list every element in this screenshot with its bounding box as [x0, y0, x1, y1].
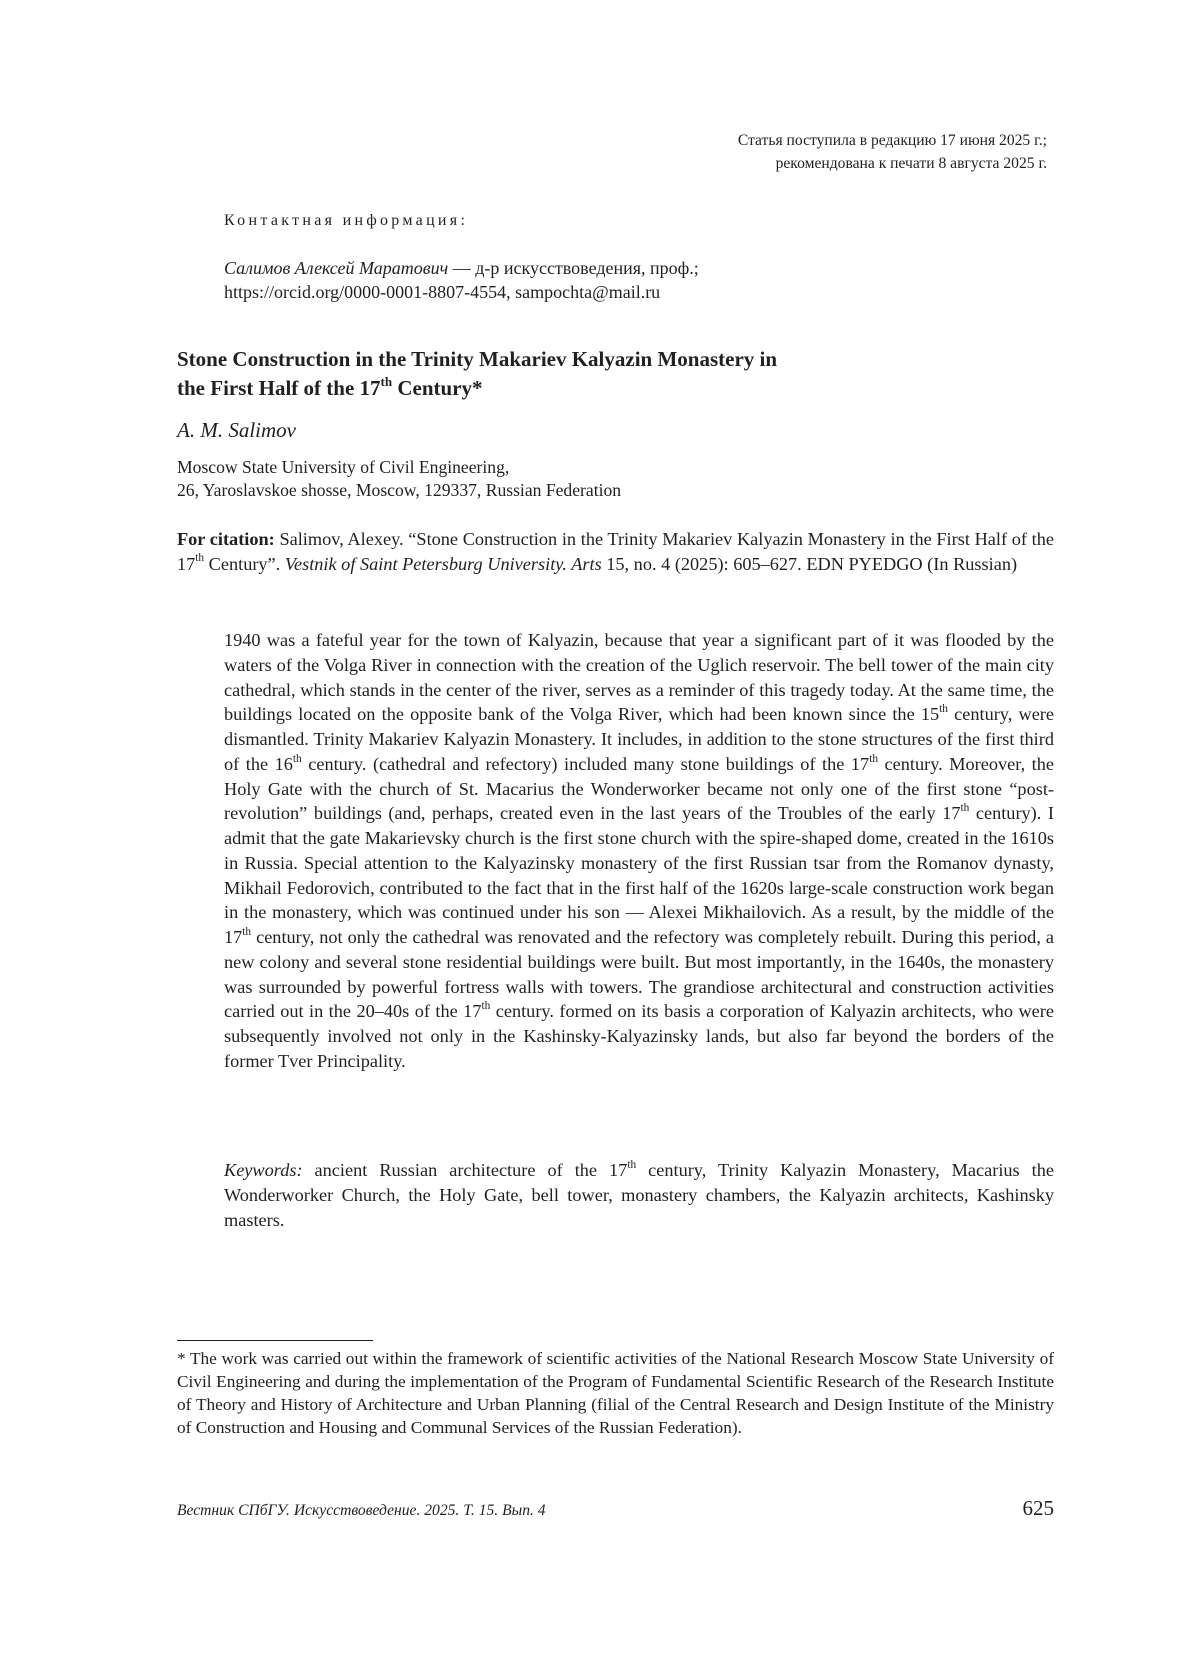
keywords-text: century, Trinity Kalyazin Monastery, Macarius the Wonderworker Church, the Holy Gate, bell tower, monastery chambers, the Kalyazin architects, Kashinsky masters. — [224, 1160, 1054, 1230]
affiliation-institution: Moscow State University of Civil Engineering, — [177, 457, 510, 477]
abstract-text: century, not only the cathedral was renovated and the refectory was completely rebuilt. During this period, a new colony and several stone residential buildings were built. But most importantly, in the 1640s, the monastery was surrounded by powerful fortress walls with towers. The grandiose architectural and construction activities carried out in the 20–40s of the 17 — [224, 927, 1054, 1022]
title-line-1: Stone Construction in the Trinity Makariev Kalyazin Monastery in — [177, 347, 778, 371]
abstract-text: 1940 was a fateful year for the town of Kalyazin, because that year a significant part of it was flooded by the waters of the Volga River in connection with the creation of the Uglich reservoir. The bell tower of the main city cathedral, which stands in the center of the river, serves as a reminder of this tragedy today. At the same time, the buildings located on the opposite bank of the Volga River, which had been known since the 15 — [224, 630, 1054, 725]
keywords-label: Keywords: — [224, 1160, 303, 1180]
abstract-sup: th — [242, 925, 252, 938]
footnote: * The work was carried out within the framework of scientific activities of the National Research Moscow State University of Civil Engineering and during the implementation of the Program of Fundamental Scientific Research of the Research Institute of Theory and History of Architecture and Urban Planning (filial of the Central Research and Design Institute of the Ministry of Construction and Housing and Communal Services of the Russian Federation). — [177, 1349, 1054, 1437]
citation-text: Salimov, Alexey. “Stone Construction in the Trinity Makariev Kalyazin Monastery in the First Half of the 17 — [177, 529, 1054, 574]
contact-info — [224, 256, 864, 304]
accepted-date: рекомендована к печати 8 августа 2025 г. — [775, 155, 1047, 172]
contact-line — [224, 256, 864, 280]
abstract-sup: th — [292, 752, 302, 765]
abstract-sup: th — [939, 703, 948, 716]
keywords-text: ancient Russian architecture of the 17 — [302, 1160, 628, 1180]
abstract-text: century. formed on its basis a corporation of Kalyazin architects, who were subsequently involved not only in the Kashinsky-Kalyazinsky lands, but also far beyond the borders of the former Tver Principality. — [224, 1001, 1054, 1071]
footnote-divider — [177, 1340, 373, 1341]
citation-text: Century”. — [204, 553, 285, 574]
title-sup: th — [380, 373, 393, 389]
author-degree: — д-р искусствоведения, проф.; — [448, 258, 699, 278]
affiliation-address: 26, Yaroslavskoe shosse, Moscow, 129337, Russian Federation — [177, 480, 622, 500]
author-name-ru: Салимов Алексей Маратович — [224, 258, 449, 278]
abstract-sup: th — [960, 802, 970, 815]
title-text: the First Half of the 17 — [177, 376, 381, 400]
citation — [177, 527, 1054, 576]
running-footer: Вестник СПбГУ. Искусствоведение. 2025. Т. 15. Вып. 4 — [177, 1502, 546, 1519]
article-title — [177, 345, 897, 403]
author-name: A. M. Salimov — [177, 418, 296, 442]
received-date: Статья поступила в редакцию 17 июня 2025 г.; — [737, 132, 1047, 149]
abstract-sup: th — [481, 1000, 491, 1013]
title-text: Century* — [392, 376, 483, 400]
citation-journal: Vestnik of Saint Petersburg University. Arts — [284, 553, 602, 574]
citation-label: For citation: — [177, 529, 275, 549]
citation-text: 15, no. 4 (2025): 605–627. EDN PYEDGO (In Russian) — [601, 553, 1018, 574]
orcid-email: https://orcid.org/0000-0001-8807-4554, sampochta@mail.ru — [224, 282, 661, 302]
abstract — [224, 628, 1054, 1074]
abstract-text: century. (cathedral and refectory) included many stone buildings of the 17 — [301, 753, 870, 774]
abstract-text: century. Moreover, the Holy Gate with the church of St. Macarius the Wonderworker became not only one of the first stone “post-revolution” buildings (and, perhaps, created even in the last years of the Troubles of the early 17 — [224, 753, 1055, 824]
keywords — [224, 1158, 1054, 1232]
page-number: 625 — [1022, 1496, 1054, 1520]
abstract-text: century, were dismantled. Trinity Makariev Kalyazin Monastery. It includes, in addition to the stone structures of the first third of the 16 — [224, 704, 1055, 774]
citation-sup: th — [195, 552, 205, 565]
title-line-2 — [177, 374, 897, 403]
submission-dates — [527, 129, 1047, 175]
abstract-sup: th — [869, 752, 878, 765]
keywords-sup: th — [627, 1158, 637, 1171]
affiliation — [177, 456, 897, 502]
contact-heading: Контактная информация: — [224, 212, 469, 229]
abstract-text: century). I admit that the gate Makarievsky church is the first stone church with the spire-shaped dome, created in the 1610s in Russia. Special attention to the Kalyazinsky monastery of the first Russian tsar from the Romanov dynasty, Mikhail Fedorovich, contributed to the fact that in the first half of the 1620s large-scale construction work began in the monastery, which was continued under his son — Alexei Mikhailovich. As a result, by the middle of the 17 — [224, 803, 1054, 947]
